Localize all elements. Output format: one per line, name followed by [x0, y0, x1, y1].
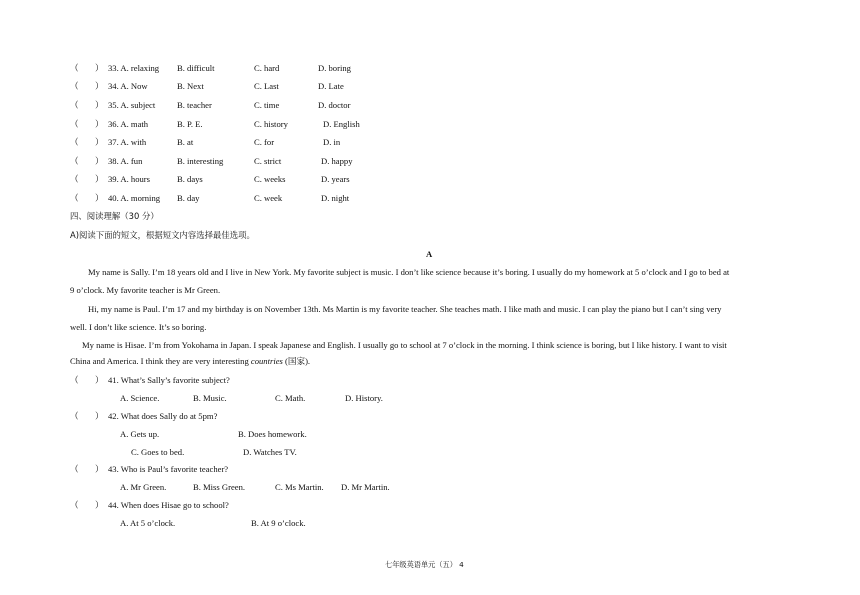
- question-option-b: B. Miss Green.: [193, 482, 246, 492]
- cloze-option-d: D. years: [321, 174, 350, 184]
- question-option-b: B. At 9 o’clock.: [251, 518, 306, 528]
- cloze-option-c: C. Last: [254, 81, 279, 91]
- answer-paren-open: （: [70, 193, 79, 203]
- cloze-option-b: B. teacher: [177, 100, 212, 110]
- question-option-c: C. Ms Martin.: [275, 482, 324, 492]
- answer-paren-close: ）: [95, 100, 104, 110]
- cloze-option-b: B. Next: [177, 81, 204, 91]
- cloze-option-c: C. time: [254, 100, 280, 110]
- question-option-a: A. Mr Green.: [120, 482, 167, 492]
- cloze-option-b: B. days: [177, 174, 203, 184]
- answer-paren-open: （: [70, 119, 79, 129]
- question-stem: 44. When does Hisae go to school?: [108, 500, 229, 510]
- answer-paren-close: ）: [95, 119, 104, 129]
- answer-paren-close: ）: [95, 193, 104, 203]
- answer-paren-open: （: [70, 100, 79, 110]
- answer-paren-open: （: [70, 375, 79, 385]
- cloze-option-b: B. interesting: [177, 156, 224, 166]
- answer-paren-close: ）: [95, 156, 104, 166]
- cloze-option-d: D. English: [323, 119, 360, 129]
- answer-paren-close: ）: [95, 375, 104, 385]
- answer-paren-open: （: [70, 500, 79, 510]
- passage-paragraph-2-cont: well. I don’t like science. It’s so boring.: [70, 322, 207, 332]
- question-option-b: B. Music.: [193, 393, 227, 403]
- cloze-option-d: D. doctor: [318, 100, 351, 110]
- question-option-c: C. Math.: [275, 393, 306, 403]
- answer-paren-open: （: [70, 411, 79, 421]
- question-option-d: D. Watches TV.: [243, 447, 297, 457]
- passage-paragraph-3-cont: [70, 357, 310, 366]
- passage-title: A: [426, 249, 433, 259]
- cloze-option-a: 36. A. math: [108, 119, 149, 129]
- page-footer: 七年级英语单元（五） 4: [385, 560, 464, 569]
- cloze-option-c: C. strict: [254, 156, 282, 166]
- answer-paren-close: ）: [95, 411, 104, 421]
- section-heading: 四、阅读理解（30 分）: [70, 211, 159, 221]
- cloze-option-c: C. history: [254, 119, 288, 129]
- question-option-d: D. Mr Martin.: [341, 482, 390, 492]
- answer-paren-open: （: [70, 464, 79, 474]
- cloze-option-d: D. Late: [318, 81, 344, 91]
- cloze-option-c: C. week: [254, 193, 283, 203]
- question-stem: 43. Who is Paul’s favorite teacher?: [108, 464, 229, 474]
- question-option-c: C. Goes to bed.: [131, 447, 185, 457]
- cloze-option-d: D. boring: [318, 63, 351, 73]
- passage-paragraph-1-cont: 9 o’clock. My favorite teacher is Mr Green.: [70, 285, 221, 295]
- question-stem: 42. What does Sally do at 5pm?: [108, 411, 218, 421]
- cloze-option-c: C. hard: [254, 63, 280, 73]
- cloze-option-a: 34. A. Now: [108, 81, 148, 91]
- question-option-a: A. At 5 o’clock.: [120, 518, 176, 528]
- cloze-option-b: B. difficult: [177, 63, 215, 73]
- question-option-d: D. History.: [345, 393, 383, 403]
- cloze-option-a: 39. A. hours: [108, 174, 151, 184]
- passage-text: China and America. I think they are very interesting: [70, 356, 251, 366]
- cloze-option-a: 33. A. relaxing: [108, 63, 160, 73]
- cloze-option-a: 37. A. with: [108, 137, 147, 147]
- cloze-option-b: B. P. E.: [177, 119, 203, 129]
- cloze-option-d: D. night: [321, 193, 350, 203]
- cloze-option-c: C. for: [254, 137, 275, 147]
- passage-italic-word: countries: [250, 356, 283, 366]
- answer-paren-close: ）: [95, 81, 104, 91]
- answer-paren-open: （: [70, 81, 79, 91]
- answer-paren-open: （: [70, 156, 79, 166]
- cloze-option-b: B. day: [177, 193, 200, 203]
- answer-paren-open: （: [70, 174, 79, 184]
- cloze-option-a: 40. A. morning: [108, 193, 161, 203]
- answer-paren-close: ）: [95, 174, 104, 184]
- cloze-option-d: D. happy: [321, 156, 353, 166]
- section-instruction: A)阅读下面的短文，根据短文内容选择最佳选项。: [70, 230, 255, 240]
- answer-paren-close: ）: [95, 464, 104, 474]
- answer-paren-open: （: [70, 137, 79, 147]
- question-option-a: A. Gets up.: [120, 429, 160, 439]
- question-stem: 41. What’s Sally’s favorite subject?: [108, 375, 230, 385]
- question-option-b: B. Does homework.: [238, 429, 307, 439]
- cloze-option-a: 35. A. subject: [108, 100, 156, 110]
- answer-paren-close: ）: [95, 500, 104, 510]
- answer-paren-open: （: [70, 63, 79, 73]
- cloze-option-a: 38. A. fun: [108, 156, 143, 166]
- cloze-option-c: C. weeks: [254, 174, 286, 184]
- cloze-option-b: B. at: [177, 137, 194, 147]
- passage-text: (国家).: [282, 356, 311, 366]
- passage-paragraph-2: Hi, my name is Paul. I’m 17 and my birthday is on November 13th. Ms Martin is my favorite teacher. She teaches math. I like math and music. I can play the piano but I can’t sing very: [88, 304, 722, 314]
- question-option-a: A. Science.: [120, 393, 160, 403]
- answer-paren-close: ）: [95, 63, 104, 73]
- cloze-option-d: D. in: [323, 137, 341, 147]
- passage-paragraph-1: My name is Sally. I’m 18 years old and I live in New York. My favorite subject is music. I don’t like science because it’s boring. I usually do my homework at 5 o’clock and I go to bed at: [88, 267, 730, 277]
- passage-paragraph-3: My name is Hisae. I’m from Yokohama in Japan. I speak Japanese and English. I usually go to school at 7 o’clock in the morning. I think science is boring, but I like history. I want to visit: [82, 340, 727, 350]
- answer-paren-close: ）: [95, 137, 104, 147]
